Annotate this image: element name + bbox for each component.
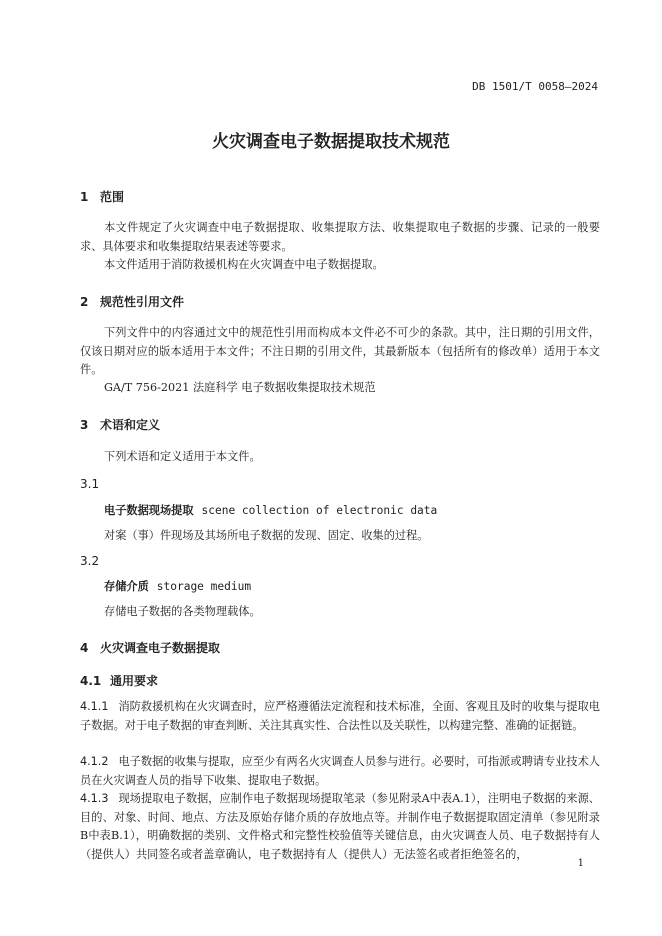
section-4-1-heading: 4.1 通用要求 — [80, 674, 159, 688]
term-3-2-definition: 存储电子数据的各类物理载体。 — [104, 605, 261, 618]
section-2-heading: 2 规范性引用文件 — [80, 295, 185, 309]
section-4-heading: 4 火灾调查电子数据提取 — [80, 641, 221, 655]
section-2-para-1: 下列文件中的内容通过文中的规范性引用而构成本文件必不可少的条款。其中，注日期的引用文件，仅该日期对应的版本适用于本文件；不注日期的引用文件，其最新版本（包括所有的修改单）适用于本文件。 — [80, 326, 600, 376]
clause-4-1-3: 4.1.3 现场提取电子数据，应制作电子数据现场提取笔录（参见附录A中表A.1），注明电子数据的来源、目的、对象、时间、地点、方法及原始存储介质的存放地点等。并制作电子数据提取固定清单（参见附录B中表B.1），明确数据的类别、文件格式和完整性校验值等关键信息，由火灾调查人员、电子数据持有人（提供人）共同签名或者盖章确认，电子数据持有人（提供人）无法签名或者拒绝签名的， — [80, 792, 600, 861]
normative-reference: GA/T 756-2021 法庭科学 电子数据收集提取技术规范 — [104, 381, 376, 394]
section-3-heading: 3 术语和定义 — [80, 418, 161, 432]
document-code: DB 1501/T 0058—2024 — [472, 80, 598, 93]
section-1-para-2: 本文件适用于消防救援机构在火灾调查中电子数据提取。 — [104, 258, 384, 271]
term-3-1-definition: 对案（事）件现场及其场所电子数据的发现、固定、收集的过程。 — [104, 529, 429, 542]
clause-4-1-1: 4.1.1 消防救援机构在火灾调查时，应严格遵循法定流程和技术标准，全面、客观且及时的收集与提取电子数据。对于电子数据的审查判断、关注其真实性、合法性以及关联性，以构建完整、准确的证据链。 — [80, 700, 600, 732]
page-number: 1 — [577, 858, 584, 869]
term-3-2-number: 3.2 — [80, 554, 100, 568]
clause-4-1-2: 4.1.2 电子数据的收集与提取，应至少有两名火灾调查人员参与进行。必要时，可指派或聘请专业技术人员在火灾调查人员的指导下收集、提取电子数据。 — [80, 755, 600, 787]
section-1-para-1: 本文件规定了火灾调查中电子数据提取、收集提取方法、收集提取电子数据的步骤、记录的一般要求、具体要求和收集提取结果表述等要求。 — [80, 221, 600, 253]
section-1-heading: 1 范围 — [80, 190, 125, 204]
term-3-1: 电子数据现场提取 scene collection of electronic data — [104, 504, 438, 517]
term-3-2: 存储介质 storage medium — [104, 580, 252, 593]
section-3-intro: 下列术语和定义适用于本文件。 — [104, 450, 261, 463]
document-title: 火灾调查电子数据提取技术规范 — [212, 132, 450, 152]
term-3-1-number: 3.1 — [80, 477, 100, 491]
